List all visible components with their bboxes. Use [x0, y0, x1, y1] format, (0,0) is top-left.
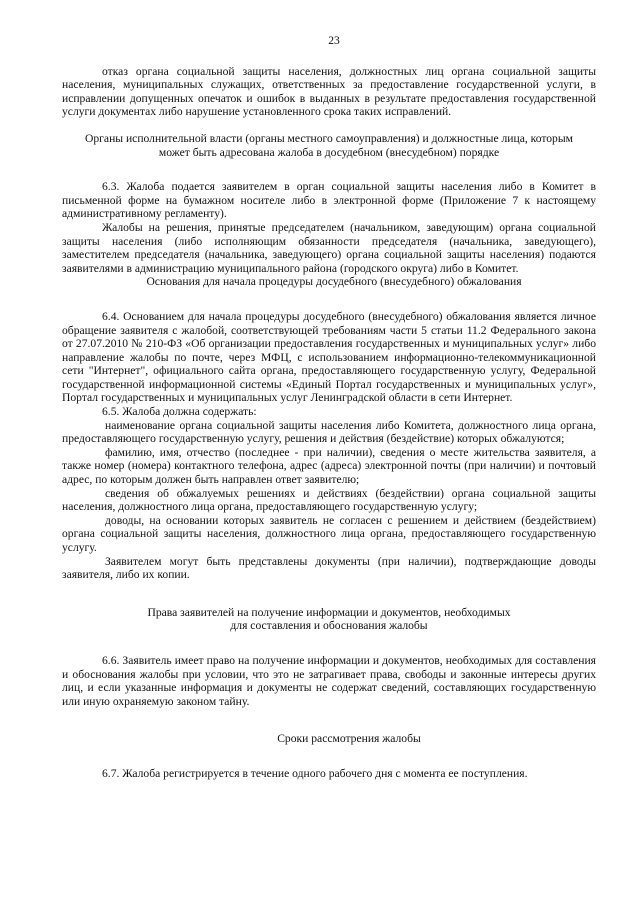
heading-grounds: Основания для начала процедуры досудебного (внесудебного) обжалования — [146, 275, 522, 289]
page-number: 23 — [328, 34, 340, 47]
paragraph-6-5-b: фамилию, имя, отчество (последнее - при наличии), сведения о месте жительства заявителя, а также номер (номера) контактного телефона, адрес (адреса) электронной почты (при наличии) и почтовый адрес, по которым должен быть направлен ответ заявителю; — [62, 445, 596, 487]
paragraph-6-5-d: доводы, на основании которых заявитель не согласен с решением и действием (бездействием) органа социальной защиты населения, должностного лица органа, предоставляющего государственную услугу. — [62, 513, 596, 554]
paragraph-6-5-a: наименование органа социальной защиты населения либо Комитета, должностного лица органа, предоставляющего государственную услугу, решения и действия (бездействие) которых обжалуются; — [62, 418, 596, 446]
paragraph-6-7: 6.7. Жалоба регистрируется в течение одного рабочего дня с момента ее поступления. — [102, 766, 528, 780]
paragraph-6-5-e: Заявителем могут быть представлены документы (при наличии), подтверждающие доводы заявителя, либо их копии. — [62, 554, 596, 582]
heading-terms: Сроки рассмотрения жалобы — [277, 732, 421, 746]
paragraph-6-5-c: сведения об обжалуемых решениях и действиях (бездействии) органа социальной защиты населения, должностного лица органа, предоставляющего государственную услугу; — [62, 486, 596, 514]
heading-rights-line-2: для составления и обоснования жалобы — [230, 619, 428, 633]
paragraph-6-5: 6.5. Жалоба должна содержать: — [102, 405, 257, 419]
paragraph-6-6: 6.6. Заявитель имеет право на получение информации и документов, необходимых для составления и обоснования жалобы при условии, что это не затрагивает права, свободы и законные интересы других лиц, и если указанные информация и документы не содержат сведений, составляющих государственную или иную охраняемую законом тайну. — [62, 653, 596, 708]
paragraph-6-3b: Жалобы на решения, принятые председателем (начальником, заведующим) органа социальной защиты населения (либо исполняющим обязанности председателя (начальника, заведующего), заместителем председателя (начальника, заведующего) органа социальной защиты населения) подаются заявителями в администрацию муниципального района (городского округа) либо в Комитет. — [62, 220, 596, 275]
paragraph-6-4: 6.4. Основанием для начала процедуры досудебного (внесудебного) обжалования является личное обращение заявителя с жалобой, соответствующей требованиям части 5 статьи 11.2 Федерального закона от 27.07.2010 № 210-ФЗ «Об организации предоставления государственных и муниципальных услуг» либо направление жалобы по почте, через МФЦ, с использованием информационно-телекоммуникационной сети "Интернет", официального сайта органа, предоставляющего государственную услугу, Федеральной государственной информационной системы «Единый Портал государственных и муниципальных услуг», Портал государственных и муниципальных услуг Ленинградской области в сети Интернет. — [62, 309, 596, 405]
heading-rights-line-1: Права заявителей на получение информации и документов, необходимых — [147, 605, 511, 619]
paragraph-intro: отказ органа социальной защиты населения, должностных лиц органа социальной защиты населения, муниципальных служащих, ответственных за предоставление государственной услуги, в исправлении допущенных опечаток и ошибок в выданных в результате предоставления государственной услуги документах либо нарушение установленного срока таких исправлений. — [62, 64, 596, 119]
heading-organs: Органы исполнительной власти (органы местного самоуправления) и должностные лица, которым может быть адресована жалоба в досудебном (внесудебном) порядке — [85, 131, 573, 159]
paragraph-6-3: 6.3. Жалоба подается заявителем в орган социальной защиты населения либо в Комитет в письменной форме на бумажном носителе либо в электронной форме (Приложение 7 к настоящему административному регламенту). — [62, 180, 596, 221]
